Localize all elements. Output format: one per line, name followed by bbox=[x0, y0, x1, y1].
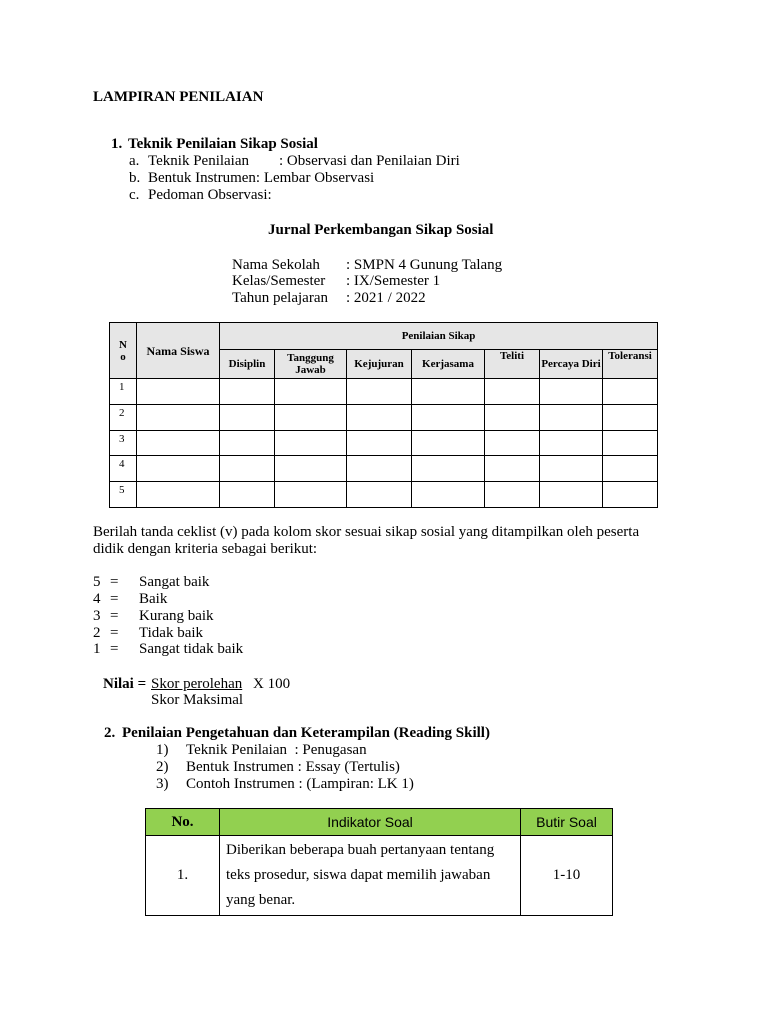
row-number: 5 bbox=[110, 482, 137, 508]
scale-score: 5 bbox=[93, 574, 101, 590]
col-header-kerjasama: Kerjasama bbox=[412, 350, 485, 379]
section1-title: Teknik Penilaian Sikap Sosial bbox=[128, 136, 318, 152]
col-header-butir: Butir Soal bbox=[521, 809, 613, 836]
table-cell bbox=[485, 430, 540, 456]
table-cell bbox=[347, 430, 412, 456]
info-value-school: : SMPN 4 Gunung Talang bbox=[346, 257, 503, 273]
col-header-group: Penilaian Sikap bbox=[220, 323, 658, 350]
formula-multiplier: X 100 bbox=[253, 676, 291, 692]
indikator-line: Diberikan beberapa buah pertanyaan tentang bbox=[226, 842, 495, 858]
info-label-school: Nama Sekolah bbox=[232, 257, 320, 273]
indikator-table bbox=[145, 808, 613, 916]
table-cell bbox=[540, 404, 603, 430]
table-cell bbox=[347, 379, 412, 405]
table-cell bbox=[485, 379, 540, 405]
col-header-no: N o bbox=[110, 323, 137, 379]
col-header-no: No. bbox=[146, 809, 220, 836]
section1-item-c-text: Pedoman Observasi: bbox=[148, 187, 272, 203]
table-cell bbox=[412, 456, 485, 482]
instruction-line-2: didik dengan kriteria sebagai berikut: bbox=[93, 541, 318, 557]
scale-score: 1 bbox=[93, 641, 101, 657]
scale-score: 3 bbox=[93, 608, 101, 624]
table-cell bbox=[412, 404, 485, 430]
table-cell bbox=[485, 456, 540, 482]
section2-item-mark: 3) bbox=[156, 776, 169, 792]
info-value-year: : 2021 / 2022 bbox=[346, 290, 426, 306]
table-cell bbox=[137, 404, 220, 430]
table-cell bbox=[137, 482, 220, 508]
col-header-disiplin: Disiplin bbox=[220, 350, 275, 379]
table-cell bbox=[220, 404, 275, 430]
table-cell bbox=[603, 404, 658, 430]
col-header-teliti: Teliti bbox=[485, 350, 540, 379]
scale-eq: = bbox=[110, 641, 119, 657]
row-number: 4 bbox=[110, 456, 137, 482]
table-row bbox=[146, 836, 613, 916]
section1-item-a-text: Teknik Penilaian : Observasi dan Penilaian Diri bbox=[148, 153, 460, 169]
table-cell bbox=[275, 456, 347, 482]
col-header-name: Nama Siswa bbox=[137, 323, 220, 379]
table-row bbox=[110, 430, 658, 456]
table-cell bbox=[540, 430, 603, 456]
row-number: 1. bbox=[146, 836, 220, 916]
section2-item-text: Teknik Penilaian : Penugasan bbox=[186, 742, 367, 758]
section1-number: 1. bbox=[111, 136, 123, 152]
table-cell bbox=[137, 379, 220, 405]
butir-soal: 1-10 bbox=[521, 836, 613, 916]
indikator-text bbox=[220, 836, 521, 916]
table-cell bbox=[220, 379, 275, 405]
table-cell bbox=[347, 404, 412, 430]
section2-item-text: Bentuk Instrumen : Essay (Tertulis) bbox=[186, 759, 400, 775]
table-cell bbox=[603, 482, 658, 508]
table-cell bbox=[275, 379, 347, 405]
table-row bbox=[110, 379, 658, 405]
table-cell bbox=[540, 379, 603, 405]
table-cell bbox=[540, 482, 603, 508]
table-cell bbox=[412, 379, 485, 405]
table-cell bbox=[275, 404, 347, 430]
section2-title: Penilaian Pengetahuan dan Keterampilan (Reading Skill) bbox=[122, 725, 490, 741]
info-label-year: Tahun pelajaran bbox=[232, 290, 328, 306]
scale-label: Sangat tidak baik bbox=[139, 641, 244, 657]
indikator-line: yang benar. bbox=[226, 892, 296, 908]
table-cell bbox=[603, 379, 658, 405]
section1-item-c-mark: c. bbox=[129, 187, 140, 203]
table-cell bbox=[275, 430, 347, 456]
section1-item-a-mark: a. bbox=[129, 153, 140, 169]
scale-label: Baik bbox=[139, 591, 168, 607]
indikator-line: teks prosedur, siswa dapat memilih jawaban bbox=[226, 867, 491, 883]
scale-eq: = bbox=[110, 608, 119, 624]
section1-item-b-mark: b. bbox=[129, 170, 141, 186]
formula-label: Nilai = bbox=[103, 676, 147, 692]
row-number: 1 bbox=[110, 379, 137, 405]
table-cell bbox=[137, 430, 220, 456]
scale-eq: = bbox=[110, 574, 119, 590]
info-label-class: Kelas/Semester bbox=[232, 273, 326, 289]
table-cell bbox=[603, 456, 658, 482]
table-cell bbox=[412, 430, 485, 456]
section2-item-text: Contoh Instrumen : (Lampiran: LK 1) bbox=[186, 776, 414, 792]
info-value-class: : IX/Semester 1 bbox=[346, 273, 441, 289]
section2-item-mark: 1) bbox=[156, 742, 169, 758]
scale-eq: = bbox=[110, 591, 119, 607]
table-cell bbox=[485, 404, 540, 430]
formula-numerator: Skor perolehan bbox=[151, 676, 243, 692]
table-cell bbox=[347, 456, 412, 482]
scale-eq: = bbox=[110, 625, 119, 641]
table-row bbox=[110, 482, 658, 508]
table-cell bbox=[220, 482, 275, 508]
table-cell bbox=[485, 482, 540, 508]
scale-score: 4 bbox=[93, 591, 101, 607]
table-row bbox=[110, 404, 658, 430]
col-header-kejujuran: Kejujuran bbox=[347, 350, 412, 379]
sikap-table bbox=[109, 322, 658, 508]
table-cell bbox=[540, 456, 603, 482]
col-header-toleransi: Toleransi bbox=[603, 350, 658, 379]
section2-number: 2. bbox=[104, 725, 116, 741]
scale-score: 2 bbox=[93, 625, 101, 641]
table-cell bbox=[603, 430, 658, 456]
section1-item-b-text: Bentuk Instrumen: Lembar Observasi bbox=[148, 170, 375, 186]
section2-item-mark: 2) bbox=[156, 759, 169, 775]
col-header-percaya-diri: Percaya Diri bbox=[540, 350, 603, 379]
table-cell bbox=[412, 482, 485, 508]
table-cell bbox=[220, 456, 275, 482]
instruction-line-1: Berilah tanda ceklist (v) pada kolom skor sesuai sikap sosial yang ditampilkan oleh peserta bbox=[93, 524, 640, 540]
row-number: 2 bbox=[110, 404, 137, 430]
row-number: 3 bbox=[110, 430, 137, 456]
table-cell bbox=[347, 482, 412, 508]
col-header-indikator: Indikator Soal bbox=[220, 809, 521, 836]
formula-denominator: Skor Maksimal bbox=[151, 692, 244, 708]
scale-label: Sangat baik bbox=[139, 574, 210, 590]
journal-title: Jurnal Perkembangan Sikap Sosial bbox=[268, 222, 494, 238]
scale-label: Tidak baik bbox=[139, 625, 204, 641]
page-heading: LAMPIRAN PENILAIAN bbox=[93, 89, 264, 105]
col-header-tanggung-jawab: Tanggung Jawab bbox=[275, 350, 347, 379]
scale-label: Kurang baik bbox=[139, 608, 214, 624]
table-cell bbox=[275, 482, 347, 508]
table-row bbox=[110, 456, 658, 482]
table-cell bbox=[220, 430, 275, 456]
table-cell bbox=[137, 456, 220, 482]
